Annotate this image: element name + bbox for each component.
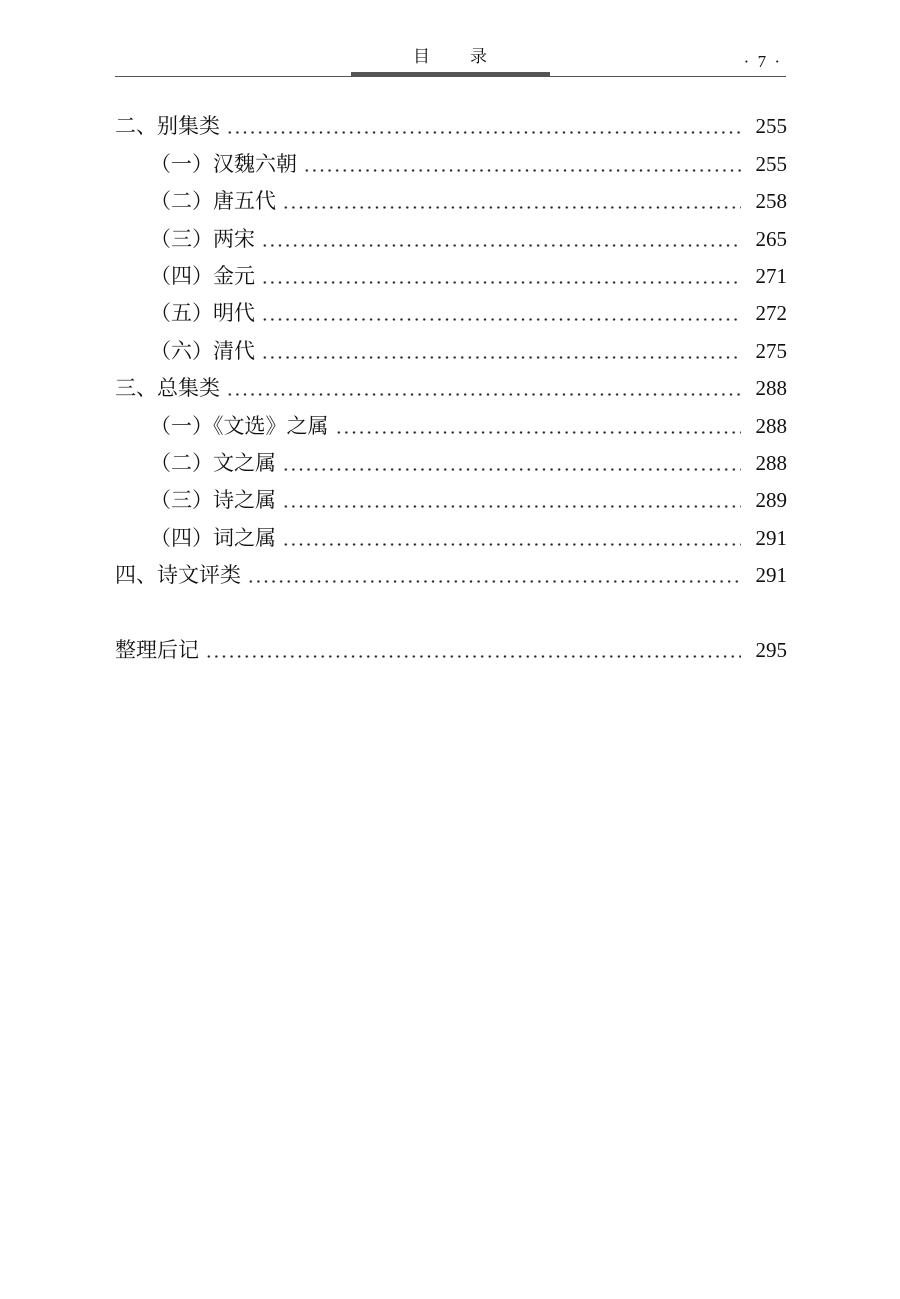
toc-entry-page: 271 <box>755 263 787 288</box>
toc-entry-shiwenping[interactable] <box>115 557 787 594</box>
toc-entry-label: （四）词之属 <box>150 525 276 550</box>
toc-entry-page: 291 <box>755 563 787 588</box>
toc-entry-jinyuan[interactable] <box>115 258 787 295</box>
dot-leader <box>282 520 747 557</box>
toc-entry-page: 288 <box>755 413 787 438</box>
dot-leader <box>282 183 747 220</box>
toc-entry-page: 272 <box>755 301 787 326</box>
dot-leader <box>282 445 747 482</box>
dot-leader <box>335 408 748 445</box>
dot-leader <box>282 482 747 519</box>
toc-entry-label: （二）文之属 <box>150 450 276 475</box>
toc-entry-postscript[interactable] <box>115 632 787 669</box>
toc-entry-qingdai[interactable] <box>115 332 787 369</box>
toc-entry-ci[interactable] <box>115 519 787 556</box>
toc-entry-page: 275 <box>755 338 787 363</box>
toc-entry-page: 265 <box>755 226 787 251</box>
running-header <box>115 38 786 80</box>
toc-entry-bieji[interactable] <box>115 108 787 145</box>
dot-leader <box>261 221 747 258</box>
toc-entry-page: 288 <box>755 450 787 475</box>
toc-entry-label: 三、总集类 <box>115 376 220 401</box>
header-title: 目录 <box>413 47 527 67</box>
toc-entry-liangsong[interactable] <box>115 220 787 257</box>
dot-leader <box>205 632 747 669</box>
dot-leader <box>226 370 747 407</box>
toc-entry-label: 整理后记 <box>115 638 199 663</box>
toc-entry-page: 255 <box>755 151 787 176</box>
dot-leader <box>261 295 747 332</box>
toc-entry-page: 295 <box>755 638 787 663</box>
toc-entry-page: 258 <box>755 189 787 214</box>
toc-entry-label: （六）清代 <box>150 338 255 363</box>
toc-entry-zongji[interactable] <box>115 370 787 407</box>
header-page-number: · 7 · <box>743 52 782 71</box>
toc-entry-label: 四、诗文评类 <box>115 563 241 588</box>
table-of-contents <box>115 108 787 669</box>
toc-entry-mingdai[interactable] <box>115 295 787 332</box>
dot-leader <box>261 333 747 370</box>
toc-entry-wen[interactable] <box>115 445 787 482</box>
dot-leader <box>226 108 747 145</box>
toc-entry-hanwei-liuchao[interactable] <box>115 145 787 182</box>
header-bar <box>351 72 550 77</box>
toc-entry-page: 289 <box>755 488 787 513</box>
toc-entry-label: （四）金元 <box>150 263 255 288</box>
toc-entry-page: 255 <box>755 114 787 139</box>
toc-entry-tang-wudai[interactable] <box>115 183 787 220</box>
dot-leader <box>303 146 747 183</box>
toc-entry-wenxuan[interactable] <box>115 407 787 444</box>
toc-entry-page: 288 <box>755 376 787 401</box>
toc-entry-page: 291 <box>755 525 787 550</box>
toc-entry-label: （五）明代 <box>150 301 255 326</box>
toc-entry-label: （二）唐五代 <box>150 189 276 214</box>
toc-entry-label: 二、别集类 <box>115 114 220 139</box>
toc-entry-label: （三）诗之属 <box>150 488 276 513</box>
toc-entry-label: （一）汉魏六朝 <box>150 151 297 176</box>
toc-entry-shi[interactable] <box>115 482 787 519</box>
toc-entry-label: （三）两宋 <box>150 226 255 251</box>
dot-leader <box>261 258 747 295</box>
toc-entry-label: （一）《文选》之属 <box>150 413 329 438</box>
dot-leader <box>247 557 747 594</box>
